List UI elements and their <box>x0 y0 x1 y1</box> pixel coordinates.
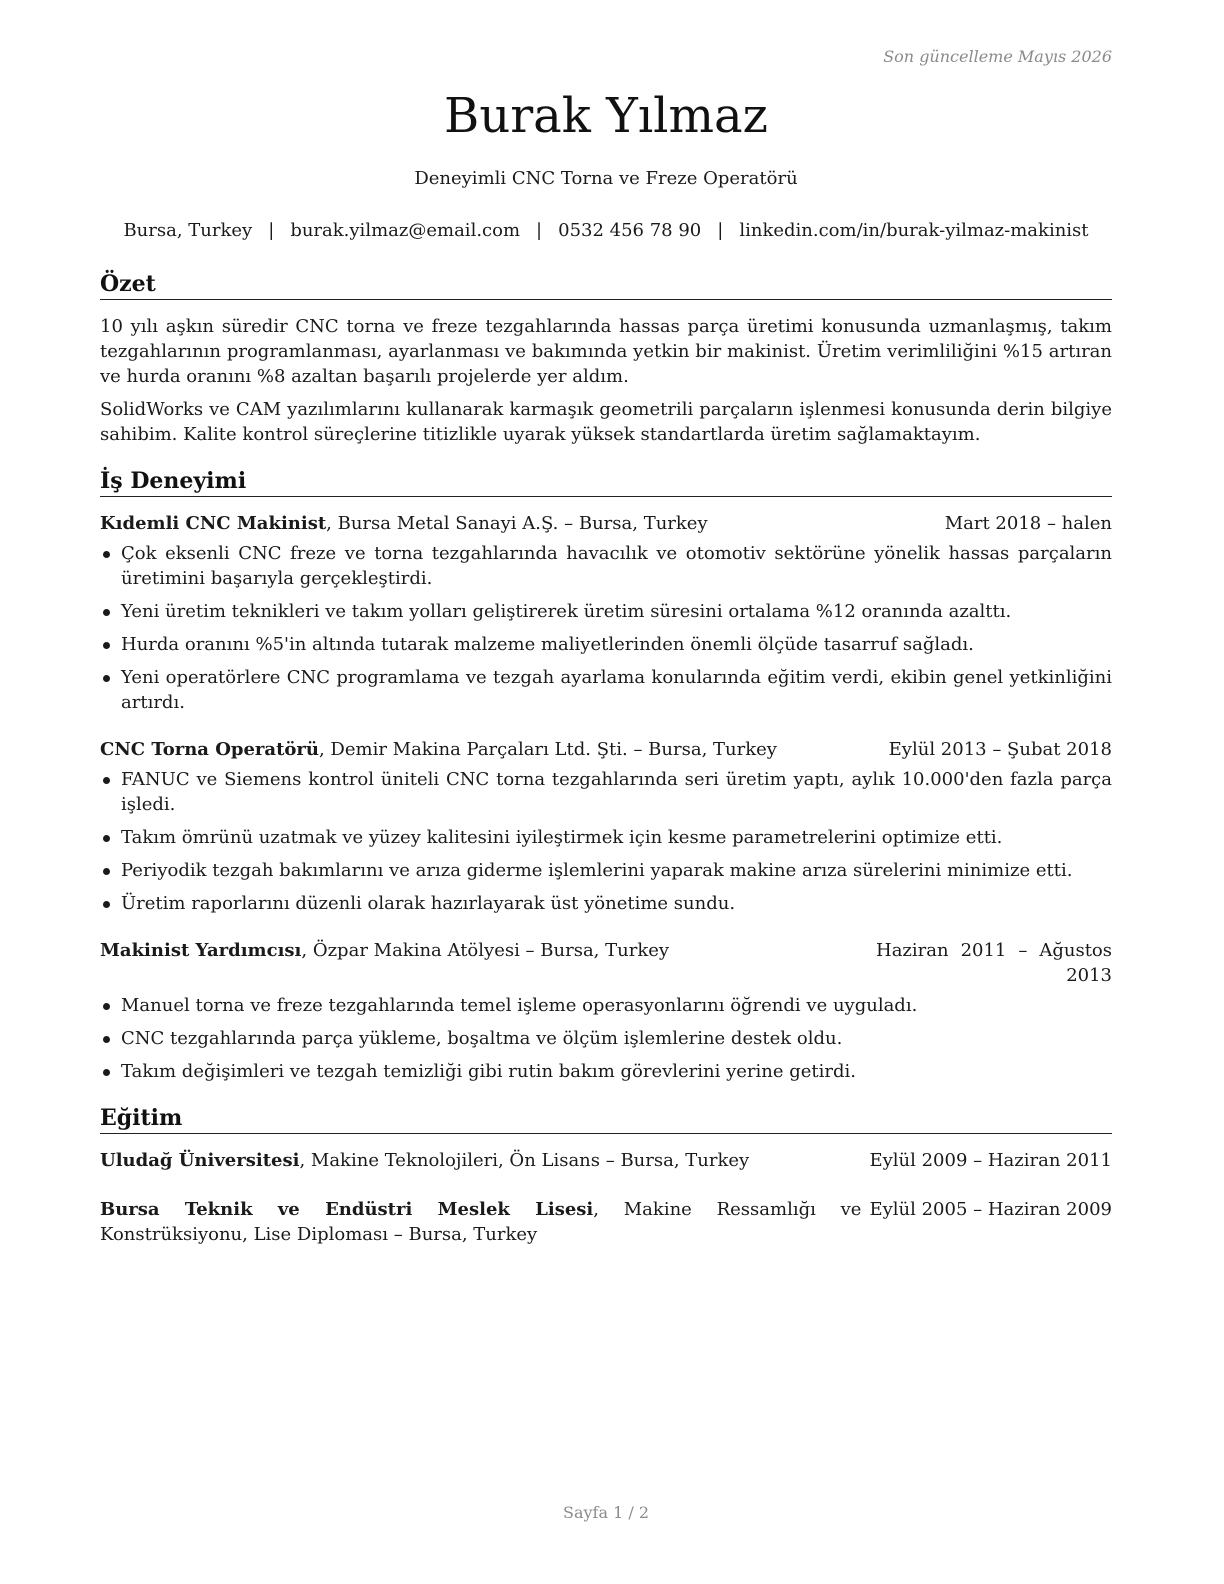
contact-location: Bursa, Turkey <box>123 220 253 241</box>
list-item <box>100 993 1112 1018</box>
bullet-icon <box>103 777 110 784</box>
list-item <box>100 599 1112 624</box>
bullet-text: Çok eksenli CNC freze ve torna tezgahlarında havacılık ve otomotiv sektörüne yönelik hassas parçaların üretimini başarıyla gerçekleştirdi. <box>121 543 1112 589</box>
resume-content <box>100 270 1112 1271</box>
list-item <box>100 541 1112 591</box>
bullet-icon <box>103 1003 110 1010</box>
contact-separator: | <box>536 220 543 241</box>
job-entry <box>100 511 1112 715</box>
list-item <box>100 767 1112 817</box>
job-title-line <box>100 737 869 762</box>
job-role: Kıdemli CNC Makinist <box>100 513 327 534</box>
job-dates: Eylül 2013 – Şubat 2018 <box>888 739 1112 760</box>
bullet-text: Üretim raporlarını düzenli olarak hazırlayarak üst yönetime sundu. <box>121 893 736 914</box>
bullet-text: Takım ömrünü uzatmak ve yüzey kalitesini iyileştirmek için kesme parametrelerini optimize etti. <box>121 827 1003 848</box>
job-bullets <box>100 993 1112 1084</box>
education-detail: , Makine Ressamlığı ve Konstrüksiyonu, Lise Diploması – Bursa, Turkey <box>100 1199 862 1245</box>
education-entry <box>100 1148 1112 1173</box>
bullet-text: Manuel torna ve freze tezgahlarında temel işleme operasyonlarını öğrendi ve uyguladı. <box>121 995 918 1016</box>
contact-line <box>100 218 1112 243</box>
bullet-text: Periyodik tezgah bakımlarını ve arıza giderme işlemlerini yaparak makine arıza sürelerini minimize etti. <box>121 860 1073 881</box>
education-title-line <box>100 1148 861 1173</box>
job-company: , Demir Makina Parçaları Ltd. Şti. – Bursa, Turkey <box>318 739 777 760</box>
education-header <box>100 1197 1112 1247</box>
bullet-text: FANUC ve Siemens kontrol üniteli CNC torna tezgahlarında seri üretim yaptı, aylık 10.000'den fazla parça işledi. <box>121 769 1112 815</box>
contact-separator: | <box>268 220 275 241</box>
job-dates: Haziran 2011 – Ağustos 2013 <box>876 940 1112 986</box>
resume-page <box>100 0 1112 1584</box>
page-number: Sayfa 1 / 2 <box>562 1503 649 1522</box>
job-entry <box>100 938 1112 1084</box>
summary-paragraph: SolidWorks ve CAM yazılımlarını kullanarak karmaşık geometrili parçaların işlenmesi konusunda derin bilgiye sahibim. Kalite kontrol süreçlerine titizlikle uyarak yüksek standartlarda üretim sağlamaktayım. <box>100 399 1112 445</box>
bullet-icon <box>103 1069 110 1076</box>
bullet-text: Hurda oranını %5'in altında tutarak malzeme maliyetlerinden önemli ölçüde tasarruf sağladı. <box>121 634 974 655</box>
job-company: , Özpar Makina Atölyesi – Bursa, Turkey <box>301 940 670 961</box>
job-bullets <box>100 541 1112 715</box>
job-role: CNC Torna Operatörü <box>100 739 319 760</box>
last-updated-note: Son güncelleme Mayıs 2026 <box>883 47 1112 66</box>
bullet-text: Yeni üretim teknikleri ve takım yolları geliştirerek üretim süresini ortalama %12 oranında azalttı. <box>121 601 1012 622</box>
bullet-icon <box>103 609 110 616</box>
experience-section <box>100 467 1112 1084</box>
education-school: Bursa Teknik ve Endüstri Meslek Lisesi <box>100 1199 594 1220</box>
job-company: , Bursa Metal Sanayi A.Ş. – Bursa, Turkey <box>326 513 708 534</box>
bullet-icon <box>103 675 110 682</box>
job-bullets <box>100 767 1112 916</box>
contact-email[interactable]: burak.yilmaz@email.com <box>290 220 521 241</box>
summary-paragraph: 10 yılı aşkın süredir CNC torna ve freze tezgahlarında hassas parça üretimi konusunda uzmanlaşmış, takım tezgahlarının programlanması, ayarlanması ve bakımında yetkin bir makinist. Üretim verimliliğini %15 artıran ve hurda oranını %8 azaltan başarılı projelerde yer aldım. <box>100 316 1112 387</box>
bullet-icon <box>103 551 110 558</box>
education-detail: , Makine Teknolojileri, Ön Lisans – Bursa, Turkey <box>299 1150 750 1171</box>
job-header <box>100 511 1112 536</box>
list-item <box>100 891 1112 916</box>
job-role: Makinist Yardımcısı <box>100 940 302 961</box>
bullet-icon <box>103 868 110 875</box>
bullet-icon <box>103 642 110 649</box>
list-item <box>100 1059 1112 1084</box>
education-header <box>100 1148 1112 1173</box>
list-item <box>100 1026 1112 1051</box>
job-dates: Mart 2018 – halen <box>944 513 1112 534</box>
bullet-icon <box>103 901 110 908</box>
education-dates: Eylül 2005 – Haziran 2009 <box>869 1199 1112 1220</box>
summary-section <box>100 270 1112 447</box>
contact-separator: | <box>717 220 724 241</box>
job-header <box>100 938 1112 988</box>
bullet-icon <box>103 1036 110 1043</box>
education-school: Uludağ Üniversitesi <box>100 1150 300 1171</box>
list-item <box>100 632 1112 657</box>
section-title-education: Eğitim <box>100 1104 1112 1134</box>
job-entry <box>100 737 1112 916</box>
candidate-name: Burak Yılmaz <box>444 88 768 144</box>
education-section <box>100 1104 1112 1247</box>
contact-phone[interactable]: 0532 456 78 90 <box>558 220 702 241</box>
education-title-line <box>100 1197 861 1247</box>
list-item <box>100 858 1112 883</box>
list-item <box>100 825 1112 850</box>
contact-linkedin[interactable]: linkedin.com/in/burak-yilmaz-makinist <box>739 220 1089 241</box>
job-title-line <box>100 511 925 536</box>
job-header <box>100 737 1112 762</box>
education-entry <box>100 1197 1112 1247</box>
bullet-text: Takım değişimleri ve tezgah temizliği gibi rutin bakım görevlerini yerine getirdi. <box>121 1061 857 1082</box>
bullet-text: CNC tezgahlarında parça yükleme, boşaltma ve ölçüm işlemlerine destek oldu. <box>121 1028 843 1049</box>
education-dates: Eylül 2009 – Haziran 2011 <box>869 1150 1112 1171</box>
job-title-line <box>100 938 856 963</box>
list-item <box>100 665 1112 715</box>
bullet-text: Yeni operatörlere CNC programlama ve tezgah ayarlama konularında eğitim verdi, ekibin genel yetkinliğini artırdı. <box>121 667 1112 713</box>
section-title-experience: İş Deneyimi <box>100 467 1112 497</box>
bullet-icon <box>103 835 110 842</box>
candidate-tagline: Deneyimli CNC Torna ve Freze Operatörü <box>414 168 798 189</box>
section-title-summary: Özet <box>100 270 1112 300</box>
